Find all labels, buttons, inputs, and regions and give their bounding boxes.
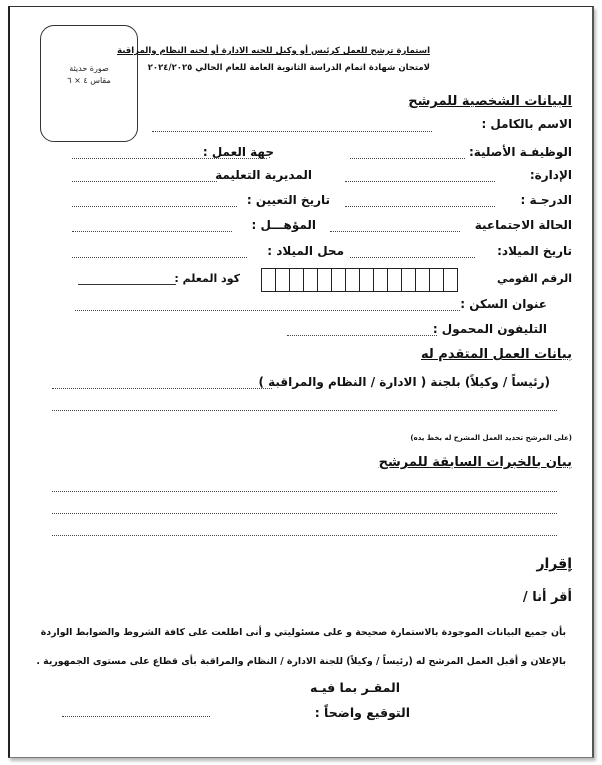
address-field[interactable] (75, 310, 460, 311)
full-name-label: الاسم بالكامل : (481, 117, 572, 131)
appointment-date-label: تاريخ التعيين : (246, 193, 330, 207)
work-section-title: بيانات العمل المتقدم له (421, 347, 572, 362)
work-role-line: (رئيساً / وكيلاً) بلجنة ( الادارة / النظام والمراقبة ) (258, 375, 550, 389)
signature-label: التوقيع واضحاً : (314, 705, 410, 720)
work-extra-field[interactable] (52, 410, 557, 411)
birth-date-field[interactable] (350, 257, 475, 258)
experience-line-1[interactable] (52, 491, 557, 492)
original-job-field[interactable] (350, 158, 465, 159)
declaration-title: إقرار (536, 556, 572, 572)
experience-line-3[interactable] (52, 535, 557, 536)
work-role-field[interactable] (52, 388, 272, 389)
teacher-code-label: كود المعلم : (174, 272, 240, 285)
birth-date-label: تاريخ الميلاد: (497, 244, 572, 258)
experience-line-2[interactable] (52, 513, 557, 514)
directorate-field[interactable] (72, 181, 217, 182)
photo-label: صورة حديثة (69, 64, 109, 73)
administration-label: الإدارة: (529, 168, 572, 182)
national-id-label: الرقم القومي (496, 272, 572, 285)
photo-box (40, 25, 138, 142)
address-label: عنوان السكن : (460, 297, 547, 311)
mobile-label: التليفون المحمول : (432, 322, 547, 336)
birth-place-field[interactable] (72, 257, 247, 258)
form-subtitle: لامتحان شهادة اتمام الدراسة الثانوية العامة للعام الحالي ٢٠٢٤/٢٠٢٥ (147, 63, 430, 73)
full-name-field[interactable] (152, 131, 432, 132)
form-title: استمارة ترشح للعمل كرئيس أو وكيل للجنه الادارة أو لجنه النظام والمراقبة (117, 46, 430, 56)
qualification-label: المؤهـــل : (251, 218, 316, 232)
signature-field[interactable] (62, 716, 210, 717)
qualification-field[interactable] (72, 231, 232, 232)
birth-place-label: محل الميلاد : (267, 244, 344, 258)
grade-label: الدرجـة : (520, 193, 572, 207)
original-job-label: الوظيفـة الأصلية: (468, 145, 572, 159)
work-note: (على المرشح تحديد العمل المشرح له بخط يده) (410, 434, 572, 442)
personal-section-title: البيانات الشخصية للمرشح (408, 94, 572, 109)
social-status-field[interactable] (330, 231, 460, 232)
declarant-label: المقـر بما فيـه (309, 680, 400, 695)
appointment-date-field[interactable] (72, 206, 237, 207)
declaration-body-2: بالإعلان و أقبل العمل المرشح له (رئيساً / وكيلاً) للجنة الادارة / النظام والمراقبة بأى قطاع على مستوى الجمهورية . (36, 656, 566, 667)
national-id-grid[interactable] (262, 268, 458, 292)
work-place-label: جهة العمل : (202, 145, 274, 159)
declaration-body-1: بأن جميع البيانات الموجودة بالاستمارة صحيحة و على مسئوليتي و أنى اطلعت على كافة الشروط والضوابط الواردة (40, 627, 566, 638)
mobile-field[interactable] (287, 335, 437, 336)
directorate-label: المديرية التعليمة (215, 168, 312, 182)
grade-field[interactable] (345, 206, 495, 207)
social-status-label: الحالة الاجتماعية (474, 218, 572, 232)
declaration-i-am: أقر أنا / (522, 590, 572, 605)
experience-section-title: بيان بالخبرات السابقة للمرشح (378, 455, 572, 470)
administration-field[interactable] (345, 181, 495, 182)
teacher-code-field[interactable] (78, 284, 176, 285)
work-place-field[interactable] (72, 158, 267, 159)
photo-size: مقاس ٤ × ٦ (67, 76, 111, 85)
